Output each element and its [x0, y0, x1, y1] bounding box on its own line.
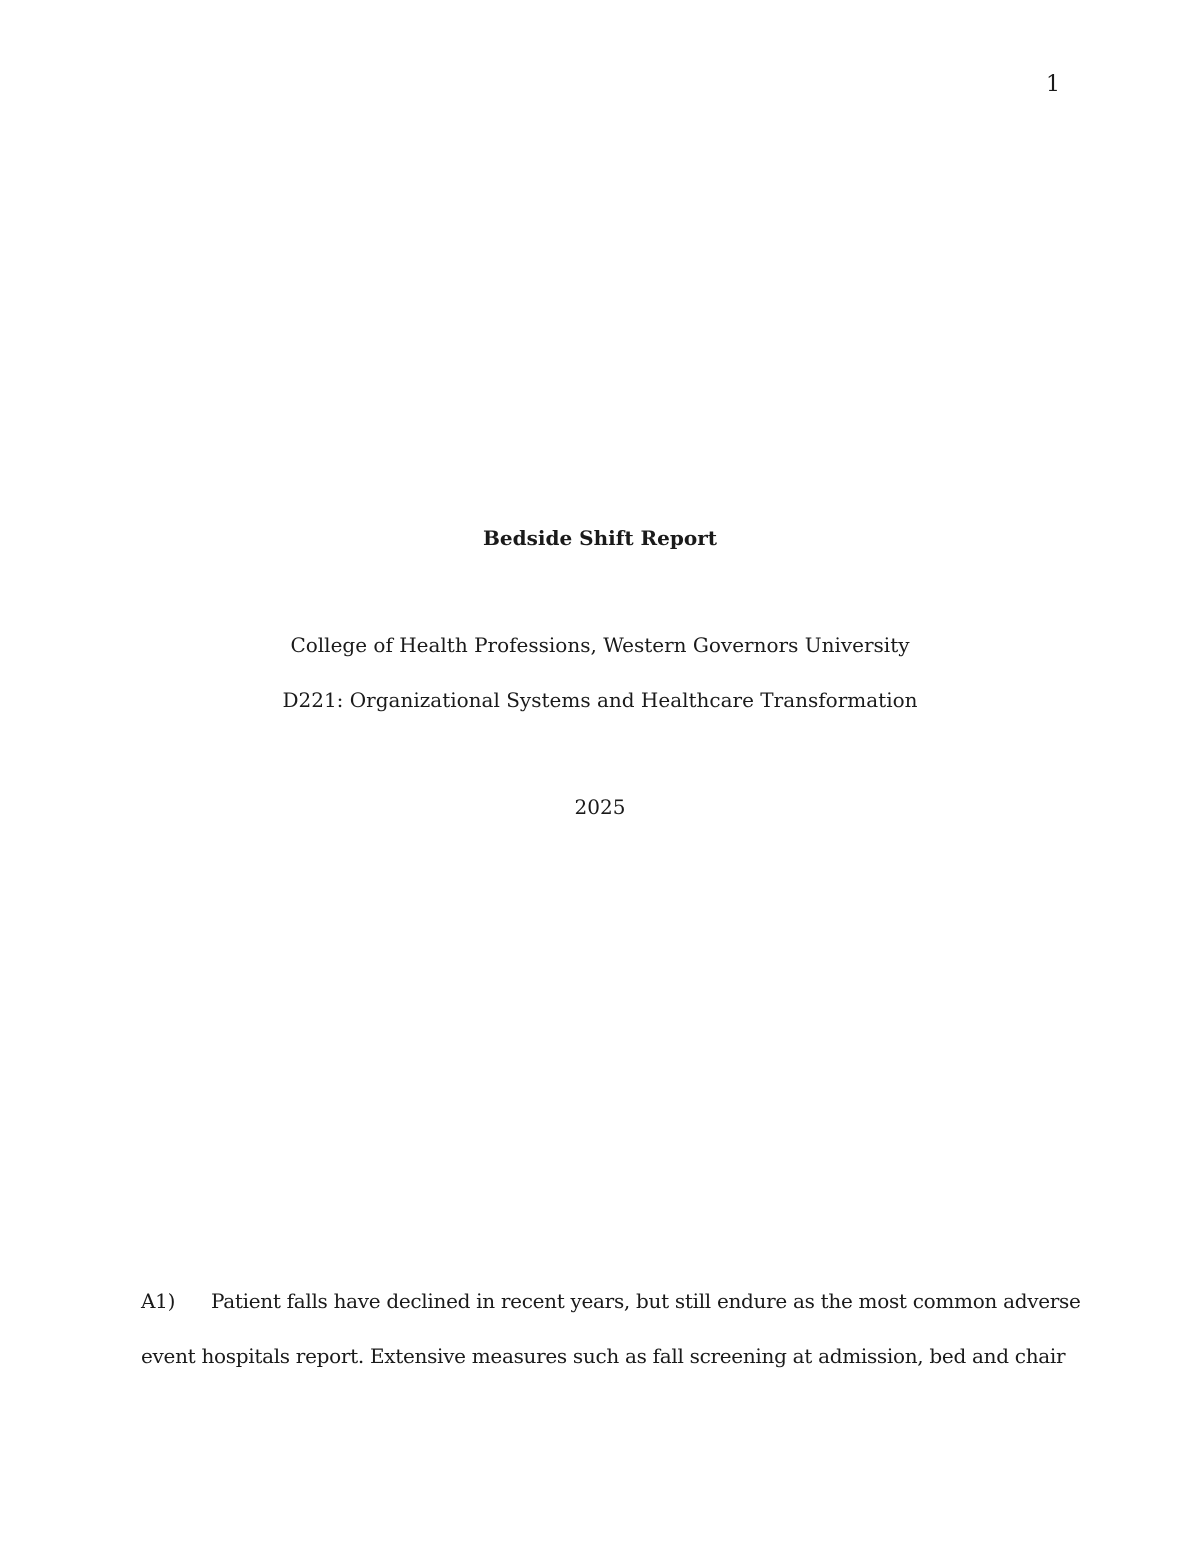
year-line: 2025	[574, 795, 626, 819]
document-title: Bedside Shift Report	[483, 526, 717, 550]
body-line-2: event hospitals report. Extensive measures such as fall screening at admission, bed and chair	[141, 1344, 1066, 1368]
body-line-1	[141, 1274, 1081, 1329]
institution-line: College of Health Professions, Western Governors University	[290, 633, 910, 657]
course-line: D221: Organizational Systems and Healthcare Transformation	[282, 688, 918, 712]
section-label: A1)	[141, 1289, 176, 1313]
body-paragraph	[141, 1274, 1081, 1384]
body-line-1-text: Patient falls have declined in recent years, but still endure as the most common adverse	[211, 1289, 1081, 1313]
page-number: 1	[1046, 72, 1060, 97]
